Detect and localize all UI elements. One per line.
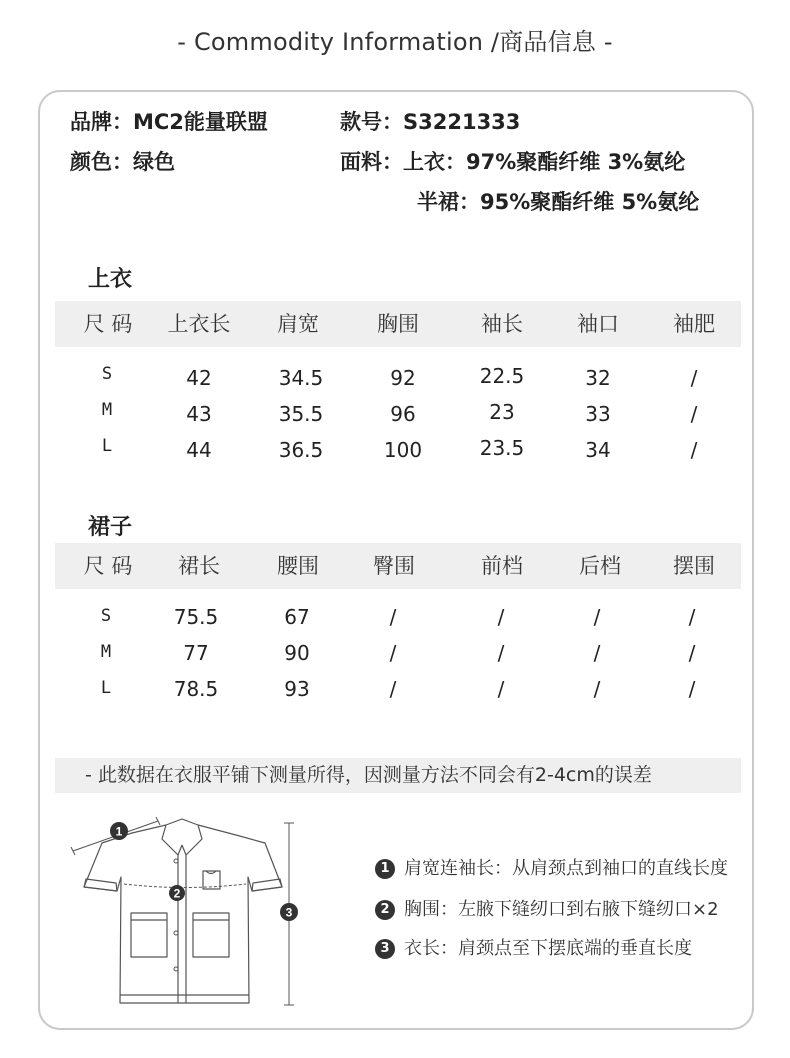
table-cell: / xyxy=(497,677,505,701)
table-cell: / xyxy=(688,677,696,701)
style-number-label: 款号：S3221333 xyxy=(340,110,521,134)
table-cell: / xyxy=(690,402,698,426)
legend-text: 胸围：左腋下缝纫口到右腋下缝纫口×2 xyxy=(404,899,719,920)
marker-1-label: 1 xyxy=(115,824,123,839)
legend-item xyxy=(375,898,719,922)
table-cell: 77 xyxy=(183,641,209,665)
table-cell: 78.5 xyxy=(173,677,219,701)
color-label: 颜色：绿色 xyxy=(70,150,175,174)
table-cell: / xyxy=(593,605,601,629)
skirt-table-header xyxy=(55,543,741,589)
table-cell: / xyxy=(389,641,397,665)
legend-text: 肩宽连袖长：从肩颈点到袖口的直线长度 xyxy=(404,858,728,879)
fabric-skirt-label: 半裙：95%聚酯纤维 5%氨纶 xyxy=(417,190,700,214)
table-cell: / xyxy=(497,641,505,665)
table-cell: 100 xyxy=(383,438,423,462)
top-table-header xyxy=(55,301,741,347)
legend-text: 衣长：肩颈点至下摆底端的垂直长度 xyxy=(404,938,692,959)
table-cell: / xyxy=(690,438,698,462)
skirt-header-waist: 腰围 xyxy=(277,554,319,578)
table-cell: 42 xyxy=(186,366,212,390)
skirt-header-back-rise: 后档 xyxy=(579,554,621,578)
coat-button xyxy=(174,967,178,971)
page-header: - Commodity Information /商品信息 - xyxy=(177,28,613,56)
table-cell: / xyxy=(497,605,505,629)
measurement-note: - 此数据在衣服平铺下测量所得，因测量方法不同会有2-4cm的误差 xyxy=(85,764,652,786)
sleeve-cuff-left xyxy=(84,879,117,891)
table-cell: 23.5 xyxy=(479,436,525,460)
skirt-header-length: 裙长 xyxy=(178,554,220,578)
marker-2 xyxy=(169,885,185,901)
table-cell: 75.5 xyxy=(173,605,219,629)
top-header-size: 尺 码 xyxy=(83,312,133,336)
table-cell: / xyxy=(688,605,696,629)
table-cell: M xyxy=(101,400,113,420)
table-cell: S xyxy=(101,364,113,384)
top-table-title: 上衣 xyxy=(88,267,133,292)
table-cell: 35.5 xyxy=(278,402,324,426)
table-cell: 36.5 xyxy=(278,438,324,462)
table-cell: / xyxy=(593,641,601,665)
top-header-cuff: 袖口 xyxy=(577,312,619,336)
skirt-table-title: 裙子 xyxy=(88,515,133,540)
marker-3 xyxy=(280,903,298,921)
coat-button xyxy=(174,859,178,863)
marker-3-label: 3 xyxy=(285,905,293,920)
coat-button xyxy=(174,931,178,935)
marker-1 xyxy=(110,822,128,840)
fabric-top-label: 面料：上衣：97%聚酯纤维 3%氨纶 xyxy=(340,150,686,174)
table-cell: / xyxy=(593,677,601,701)
table-cell: 92 xyxy=(390,366,416,390)
legend-item xyxy=(375,937,692,961)
table-cell: / xyxy=(389,605,397,629)
table-cell: / xyxy=(690,366,698,390)
skirt-header-size: 尺 码 xyxy=(83,554,133,578)
coat-placket xyxy=(178,855,186,1003)
table-cell: 44 xyxy=(186,438,212,462)
sleeve-cuff-right xyxy=(252,879,282,891)
legend-number-badge: 2 xyxy=(375,900,395,920)
table-cell: 34 xyxy=(585,438,611,462)
table-cell: M xyxy=(100,642,112,662)
top-header-shoulder: 肩宽 xyxy=(277,312,319,336)
table-cell: 22.5 xyxy=(479,364,525,388)
top-header-length: 上衣长 xyxy=(167,312,231,336)
table-cell: 32 xyxy=(585,366,611,390)
brand-label: 品牌：MC2能量联盟 xyxy=(70,110,268,134)
table-cell: 43 xyxy=(186,402,212,426)
table-cell: / xyxy=(389,677,397,701)
garment-measurement-diagram xyxy=(60,805,310,1015)
table-cell: / xyxy=(688,641,696,665)
top-header-chest: 胸围 xyxy=(377,312,419,336)
marker-2-label: 2 xyxy=(173,886,181,901)
legend-number-badge: 1 xyxy=(375,859,395,879)
table-cell: 93 xyxy=(284,677,310,701)
top-header-sleeve-width: 袖肥 xyxy=(673,312,715,336)
table-cell: 67 xyxy=(284,605,310,629)
table-cell: 96 xyxy=(390,402,416,426)
coat-collar xyxy=(162,825,202,855)
chest-line xyxy=(124,884,246,888)
table-cell: S xyxy=(100,606,112,626)
top-header-sleeve-length: 袖长 xyxy=(481,312,523,336)
skirt-header-hip: 臀围 xyxy=(373,554,415,578)
table-cell: 34.5 xyxy=(278,366,324,390)
legend-item xyxy=(375,857,728,881)
table-cell: L xyxy=(100,678,112,698)
table-cell: 33 xyxy=(585,402,611,426)
table-cell: 23 xyxy=(489,400,515,424)
table-cell: 90 xyxy=(284,641,310,665)
legend-number-badge: 3 xyxy=(375,939,395,959)
skirt-header-front-rise: 前档 xyxy=(481,554,523,578)
skirt-header-hem: 摆围 xyxy=(673,554,715,578)
table-cell: L xyxy=(101,436,113,456)
measurement-note-bar xyxy=(55,758,741,793)
